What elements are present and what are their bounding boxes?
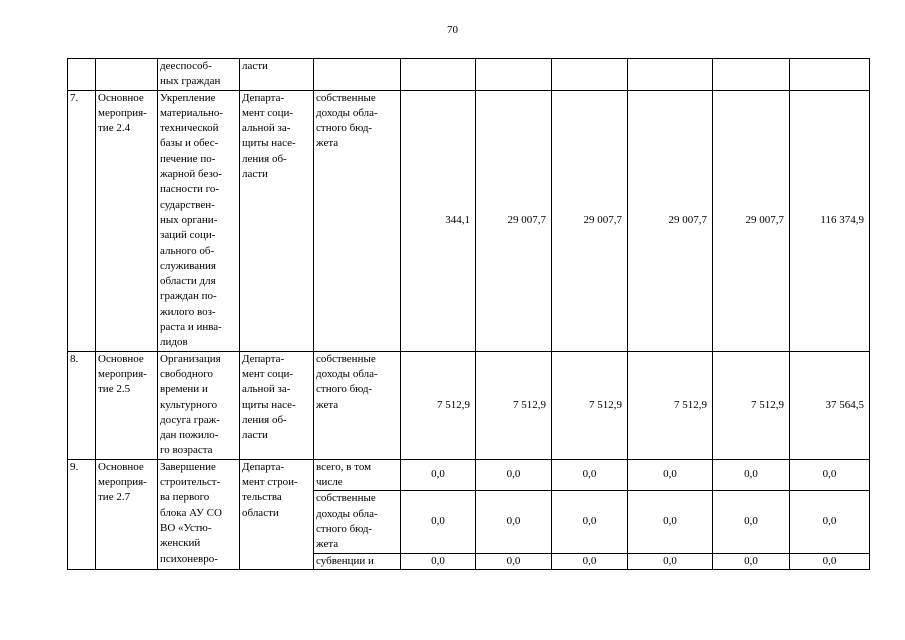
page-number: 70: [447, 24, 458, 36]
value-cell: 7 512,9: [552, 351, 628, 459]
row-number-cell: 9.: [68, 459, 96, 569]
value-cell: 29 007,7: [552, 90, 628, 351]
value-cell: [790, 59, 870, 91]
source-cell: всего, в том числе: [314, 459, 401, 491]
value-cell: 0,0: [790, 459, 870, 491]
executor-cell: Департа- мент соци- альной за- щиты насе- ления об- ласти: [240, 90, 314, 351]
source-cell: собственные доходы обла- стного бюд- жета: [314, 351, 401, 459]
value-cell: 37 564,5: [790, 351, 870, 459]
value-cell: 0,0: [401, 459, 476, 491]
value-cell: 7 512,9: [713, 351, 790, 459]
value-cell: 0,0: [713, 553, 790, 569]
value-cell: 0,0: [476, 491, 552, 553]
type-cell: Основное мероприя- тие 2.7: [96, 459, 158, 569]
table-row: [68, 90, 870, 351]
table-row: [68, 459, 870, 491]
row-number-cell: 7.: [68, 90, 96, 351]
value-cell: 0,0: [552, 491, 628, 553]
table-row: [68, 351, 870, 459]
value-cell: 344,1: [401, 90, 476, 351]
type-cell: [96, 59, 158, 91]
value-cell: 0,0: [628, 491, 713, 553]
source-cell: [314, 59, 401, 91]
value-cell: [628, 59, 713, 91]
value-cell: 29 007,7: [628, 90, 713, 351]
value-cell: 116 374,9: [790, 90, 870, 351]
value-cell: 0,0: [401, 553, 476, 569]
name-cell: Укрепление материально- технической базы и обес- печение по- жарной безо- пасности го- сударствен- ных органи- заций соци- ального об- служивания области для граждан по- жилого воз- раста и инва- лидов: [158, 90, 240, 351]
value-cell: 7 512,9: [476, 351, 552, 459]
value-cell: [552, 59, 628, 91]
value-cell: 29 007,7: [713, 90, 790, 351]
name-cell: Завершение строительст- ва первого блока АУ СО ВО «Устю- женский психоневро-: [158, 459, 240, 569]
type-cell: Основное мероприя- тие 2.4: [96, 90, 158, 351]
value-cell: 0,0: [790, 553, 870, 569]
value-cell: 0,0: [790, 491, 870, 553]
source-cell: субвенции и: [314, 553, 401, 569]
value-cell: 0,0: [552, 553, 628, 569]
continuation-row: [68, 59, 870, 91]
value-cell: 7 512,9: [401, 351, 476, 459]
value-cell: 0,0: [401, 491, 476, 553]
value-cell: 0,0: [476, 553, 552, 569]
value-cell: 7 512,9: [628, 351, 713, 459]
value-cell: 29 007,7: [476, 90, 552, 351]
executor-cell: Департа- мент соци- альной за- щиты насе- ления об- ласти: [240, 351, 314, 459]
row-number-cell: 8.: [68, 351, 96, 459]
value-cell: [713, 59, 790, 91]
executor-cell: ласти: [240, 59, 314, 91]
name-cell: Организация свободного времени и культурного досуга граж- дан пожило- го возраста: [158, 351, 240, 459]
type-cell: Основное мероприя- тие 2.5: [96, 351, 158, 459]
value-cell: 0,0: [552, 459, 628, 491]
value-cell: 0,0: [628, 459, 713, 491]
executor-cell: Департа- мент строи- тельства области: [240, 459, 314, 569]
value-cell: 0,0: [628, 553, 713, 569]
row-number-cell: [68, 59, 96, 91]
source-cell: собственные доходы обла- стного бюд- жета: [314, 491, 401, 553]
value-cell: 0,0: [713, 491, 790, 553]
budget-table: [67, 58, 870, 570]
value-cell: [476, 59, 552, 91]
value-cell: 0,0: [476, 459, 552, 491]
value-cell: [401, 59, 476, 91]
source-cell: собственные доходы обла- стного бюд- жета: [314, 90, 401, 351]
value-cell: 0,0: [713, 459, 790, 491]
name-cell: дееспособ- ных граждан: [158, 59, 240, 91]
